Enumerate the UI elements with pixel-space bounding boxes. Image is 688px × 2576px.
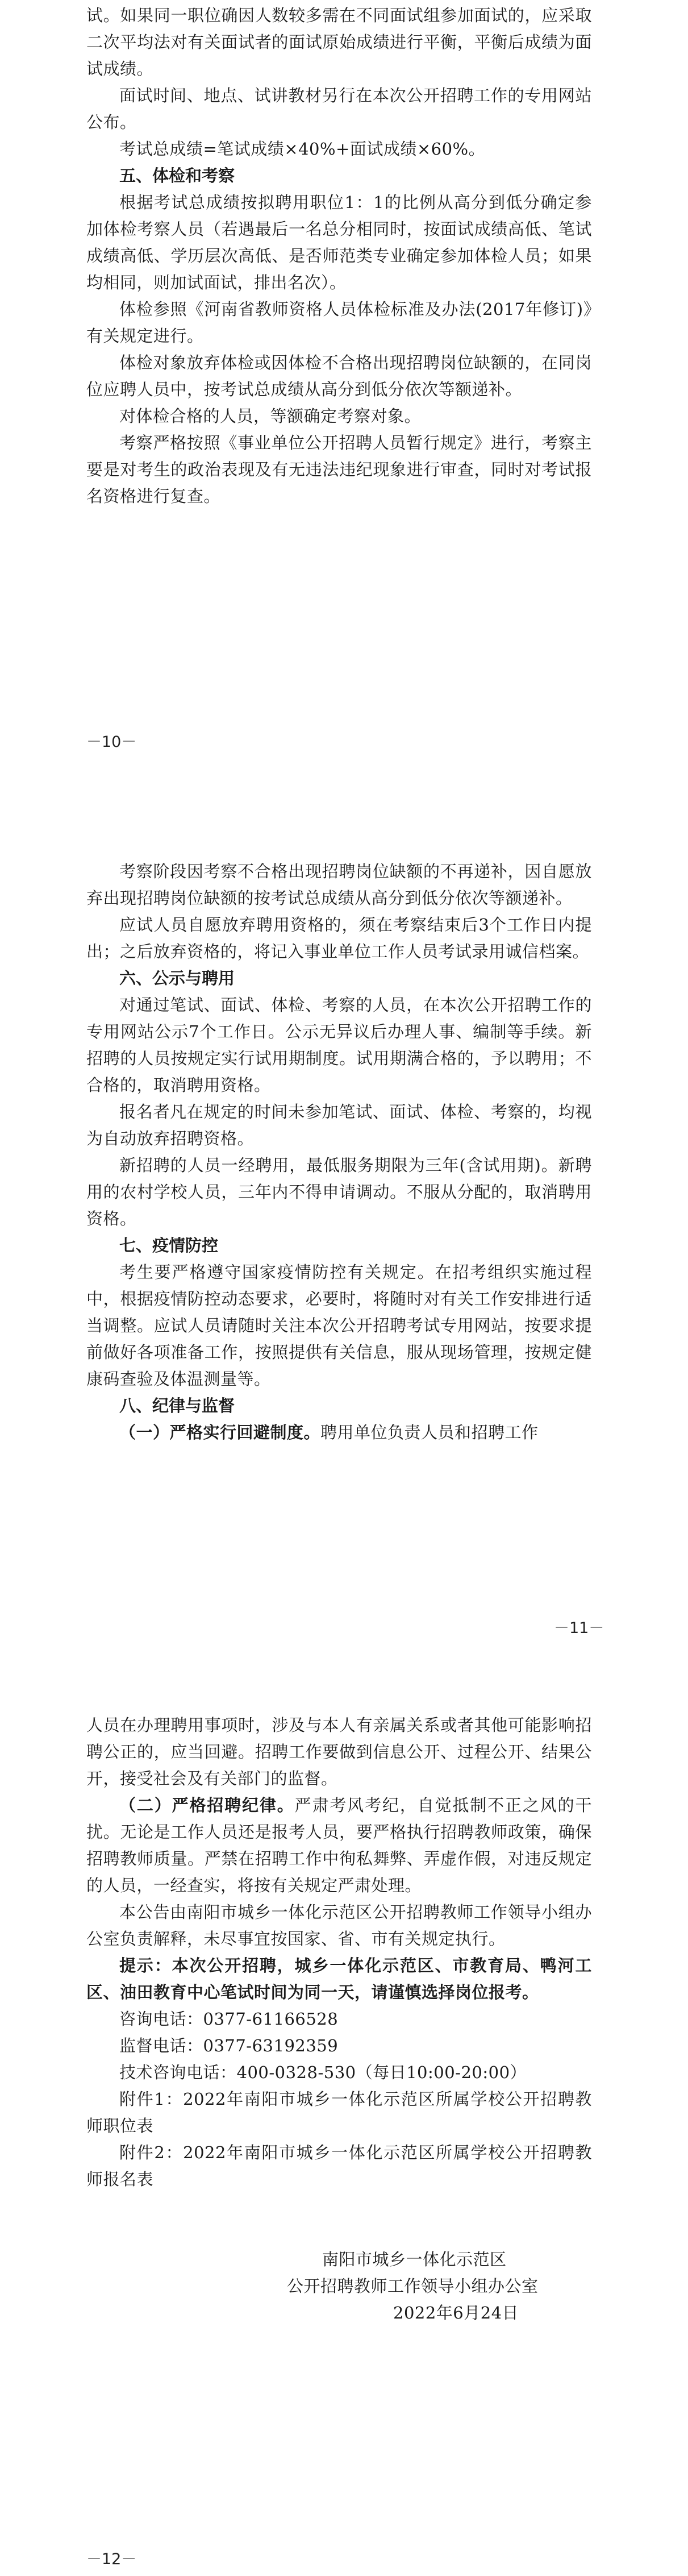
paragraph-avoidance [86,1419,592,1446]
page-number: －10－ [86,733,137,751]
supervise-phone: 监督电话：0377-63192359 [119,2036,339,2055]
paragraph-interview-notice: 面试时间、地点、试讲教材另行在本次公开招聘工作的专用网站公布。 [86,86,592,132]
signature-org-1: 南阳市城乡一体化示范区 [322,2250,507,2269]
paragraph-give-up: 应试人员自愿放弃聘用资格的，须在考察结束后3个工作日内提出；之后放弃资格的，将记入事业单位工作人员考试录用诚信档案。 [86,915,592,961]
tech-phone: 技术咨询电话：400-0328-530（每日10:00-20:00） [119,2063,527,2082]
paragraph-exam-ratio: 根据考试总成绩按拟聘用职位1：1的比例从高分到低分确定参加体检考察人员（若遇最后一名总分相同时，按面试成绩高低、笔试成绩高低、学历层次高低、是否师范类专业确定参加体检人员；如果均相同，则加试面试，排出名次）。 [86,193,592,292]
page-content [86,1712,592,2326]
section-heading-physical-exam: 五、体检和考察 [119,166,235,185]
page-content [86,2,592,510]
subheading-recruit-discipline: （二）严格招聘纪律。 [119,1796,295,1815]
page-number: －11－ [554,1619,604,1637]
attachment-1: 附件1：2022年南阳市城乡一体化示范区所属学校公开招聘教师职位表 [86,2089,592,2135]
paragraph-absence: 报名者凡在规定的时间未参加笔试、面试、体检、考察的，均视为自动放弃招聘资格。 [86,1102,592,1148]
subheading-avoidance: （一）严格实行回避制度。 [119,1423,321,1442]
document-page-10 [0,0,688,824]
paragraph-tip: 提示：本次公开招聘，城乡一体化示范区、市教育局、鸭河工区、油田教育中心笔试时间为同一天，请谨慎选择岗位报考。 [86,1956,592,2002]
spacer [86,2193,592,2246]
paragraph-interview-balance: 试。如果同一职位确因人数较多需在不同面试组参加面试的，应采取二次平均法对有关面试者的面试原始成绩进行平衡，平衡后成绩为面试成绩。 [86,6,592,78]
paragraph-exam-standard: 体检参照《河南省教师资格人员体检标准及办法(2017年修订)》有关规定进行。 [86,300,592,346]
paragraph-service-period: 新招聘的人员一经聘用，最低服务期限为三年(含试用期)。新聘用的农村学校人员，三年内不得申请调动。不服从分配的，取消聘用资格。 [86,1156,592,1228]
signature-org-2: 公开招聘教师工作领导小组办公室 [287,2276,539,2296]
document-page-12 [0,1677,688,2576]
page-number: －12－ [86,2550,137,2568]
paragraph-score-formula: 考试总成绩=笔试成绩×40%+面试成绩×60%。 [119,139,486,159]
paragraph-exam-qualified: 对体检合格的人员，等额确定考察对象。 [119,406,422,426]
paragraph-exam-vacancy: 体检对象放弃体检或因体检不合格出现招聘岗位缺额的，在同岗位应聘人员中，按考试总成绩从高分到低分依次等额递补。 [86,353,592,399]
avoidance-text: 聘用单位负责人员和招聘工作 [320,1423,539,1442]
page-content [86,858,592,1446]
paragraph-inspection: 考察严格按照《事业单位公开招聘人员暂行规定》进行，考察主要是对考生的政治表现及有无违法违纪现象进行审查，同时对考试报名资格进行复查。 [86,433,592,506]
section-heading-epidemic: 七、疫情防控 [119,1236,219,1255]
paragraph-recruit-discipline [86,1792,592,1899]
document-page-11 [0,824,688,1677]
attachment-2: 附件2：2022年南阳市城乡一体化示范区所属学校公开招聘教师报名表 [86,2143,592,2189]
section-heading-discipline: 八、纪律与监督 [119,1396,235,1415]
consult-phone: 咨询电话：0377-61166528 [119,2009,339,2029]
recruit-discipline-text: 严肃考风考纪，自觉抵制不正之风的干扰。无论是工作人员还是报考人员，要严格执行招聘教师政策，确保招聘教师质量。严禁在招聘工作中徇私舞弊、弄虚作假，对违反规定的人员，一经查实，将按有关规定严肃处理。 [86,1796,592,1895]
paragraph-epidemic: 考生要严格遵守国家疫情防控有关规定。在招考组织实施过程中，根据疫情防控动态要求，必要时，将随时对有关工作安排进行适当调整。应试人员请随时关注本次公开招聘考试专用网站，按要求提前做好各项准备工作，按照提供有关信息，服从现场管理，按规定健康码查验及体温测量等。 [86,1262,592,1389]
paragraph-publicity: 对通过笔试、面试、体检、考察的人员，在本次公开招聘工作的专用网站公示7个工作日。公示无异议后办理人事、编制等手续。新招聘的人员按规定实行试用期制度。试用期满合格的，予以聘用；不合格的，取消聘用资格。 [86,995,592,1095]
paragraph-avoidance-cont: 人员在办理聘用事项时，涉及与本人有亲属关系或者其他可能影响招聘公正的，应当回避。招聘工作要做到信息公开、过程公开、结果公开，接受社会及有关部门的监督。 [86,1715,592,1788]
signature-date: 2022年6月24日 [393,2303,519,2322]
paragraph-inspection-vacancy: 考察阶段因考察不合格出现招聘岗位缺额的不再递补，因自愿放弃出现招聘岗位缺额的按考试总成绩从高分到低分依次等额递补。 [86,862,592,908]
paragraph-interpretation: 本公告由南阳市城乡一体化示范区公开招聘教师工作领导小组办公室负责解释，未尽事宜按国家、省、市有关规定执行。 [86,1902,592,1948]
section-heading-publicity: 六、公示与聘用 [119,969,235,988]
